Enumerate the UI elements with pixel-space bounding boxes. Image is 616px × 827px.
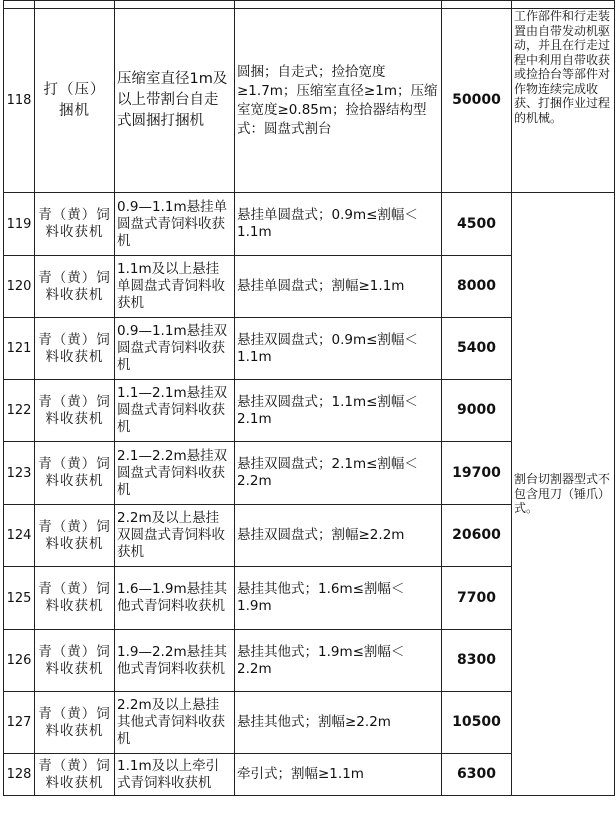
subsidy-amount: 8300 bbox=[442, 630, 512, 692]
item-features: 悬挂双圆盘式；割幅≥2.2m bbox=[235, 505, 442, 567]
item-description: 压缩室直径1m及以上带割台自走式圆捆打捆机 bbox=[115, 9, 235, 193]
item-description: 0.9—1.1m悬挂双圆盘式青饲料收获机 bbox=[115, 318, 235, 380]
row-number: 126 bbox=[4, 630, 35, 692]
item-features: 悬挂其他式；1.6m≤割幅＜1.9m bbox=[235, 567, 442, 630]
subsidy-table bbox=[3, 0, 615, 796]
subsidy-amount: 8000 bbox=[442, 256, 512, 318]
item-features: 悬挂其他式；1.9m≤割幅＜2.2m bbox=[235, 630, 442, 692]
item-description: 1.1—2.1m悬挂双圆盘式青饲料收获机 bbox=[115, 380, 235, 442]
item-description: 0.9—1.1m悬挂单圆盘式青饲料收获机 bbox=[115, 193, 235, 256]
subsidy-amount: 50000 bbox=[442, 9, 512, 193]
item-features: 悬挂其他式；割幅≥2.2m bbox=[235, 692, 442, 754]
row-number: 128 bbox=[4, 754, 35, 796]
item-features: 悬挂单圆盘式；割幅≥1.1m bbox=[235, 256, 442, 318]
table-row-top-stub bbox=[4, 1, 615, 9]
item-name: 青（黄）饲料收获机 bbox=[35, 380, 115, 442]
item-description: 1.1m及以上悬挂单圆盘式青饲料收获机 bbox=[115, 256, 235, 318]
item-name: 青（黄）饲料收获机 bbox=[35, 505, 115, 567]
subsidy-amount: 20600 bbox=[442, 505, 512, 567]
subsidy-amount: 7700 bbox=[442, 567, 512, 630]
row-number: 123 bbox=[4, 442, 35, 505]
row-number: 127 bbox=[4, 692, 35, 754]
note-cell: 割台切割器型式不包含甩刀（锤爪）式。 bbox=[512, 193, 615, 796]
note-cell: 工作部件和行走装置由自带发动机驱动，并且在行走过程中利用自带收获或捡拾台等部件对作物连续完成收获、打捆作业过程的机械。 bbox=[512, 9, 615, 193]
stub-cell bbox=[512, 1, 615, 9]
subsidy-amount: 19700 bbox=[442, 442, 512, 505]
item-name: 青（黄）饲料收获机 bbox=[35, 193, 115, 256]
stub-cell bbox=[442, 1, 512, 9]
table-row bbox=[4, 9, 615, 193]
item-description: 1.6—1.9m悬挂其他式青饲料收获机 bbox=[115, 567, 235, 630]
stub-cell bbox=[115, 1, 235, 9]
item-features: 牵引式；割幅≥1.1m bbox=[235, 754, 442, 796]
item-description: 1.1m及以上牵引式青饲料收获机 bbox=[115, 754, 235, 796]
row-number: 118 bbox=[4, 9, 35, 193]
item-features: 悬挂双圆盘式；2.1m≤割幅＜2.2m bbox=[235, 442, 442, 505]
subsidy-amount: 10500 bbox=[442, 692, 512, 754]
row-number: 122 bbox=[4, 380, 35, 442]
row-number: 124 bbox=[4, 505, 35, 567]
table-row bbox=[4, 193, 615, 256]
item-description: 2.2m及以上悬挂双圆盘式青饲料收获机 bbox=[115, 505, 235, 567]
item-name: 青（黄）饲料收获机 bbox=[35, 442, 115, 505]
subsidy-amount: 9000 bbox=[442, 380, 512, 442]
item-features: 悬挂单圆盘式；0.9m≤割幅＜1.1m bbox=[235, 193, 442, 256]
item-description: 1.9—2.2m悬挂其他式青饲料收获机 bbox=[115, 630, 235, 692]
item-name: 青（黄）饲料收获机 bbox=[35, 630, 115, 692]
stub-cell bbox=[235, 1, 442, 9]
item-features: 圆捆；自走式；捡拾宽度≥1.7m；压缩室直径≥1m；压缩室宽度≥0.85m；捡拾器结构型式：圆盘式割台 bbox=[235, 9, 442, 193]
item-description: 2.2m及以上悬挂其他式青饲料收获机 bbox=[115, 692, 235, 754]
item-name: 打（压）捆机 bbox=[35, 9, 115, 193]
stub-cell bbox=[35, 1, 115, 9]
item-name: 青（黄）饲料收获机 bbox=[35, 318, 115, 380]
row-number: 120 bbox=[4, 256, 35, 318]
item-name: 青（黄）饲料收获机 bbox=[35, 692, 115, 754]
item-features: 悬挂双圆盘式；0.9m≤割幅＜1.1m bbox=[235, 318, 442, 380]
item-description: 2.1—2.2m悬挂双圆盘式青饲料收获机 bbox=[115, 442, 235, 505]
item-name: 青（黄）饲料收获机 bbox=[35, 754, 115, 796]
row-number: 125 bbox=[4, 567, 35, 630]
subsidy-amount: 6300 bbox=[442, 754, 512, 796]
stub-cell bbox=[4, 1, 35, 9]
item-name: 青（黄）饲料收获机 bbox=[35, 256, 115, 318]
subsidy-amount: 4500 bbox=[442, 193, 512, 256]
item-name: 青（黄）饲料收获机 bbox=[35, 567, 115, 630]
item-features: 悬挂双圆盘式；1.1m≤割幅＜2.1m bbox=[235, 380, 442, 442]
row-number: 119 bbox=[4, 193, 35, 256]
subsidy-amount: 5400 bbox=[442, 318, 512, 380]
row-number: 121 bbox=[4, 318, 35, 380]
